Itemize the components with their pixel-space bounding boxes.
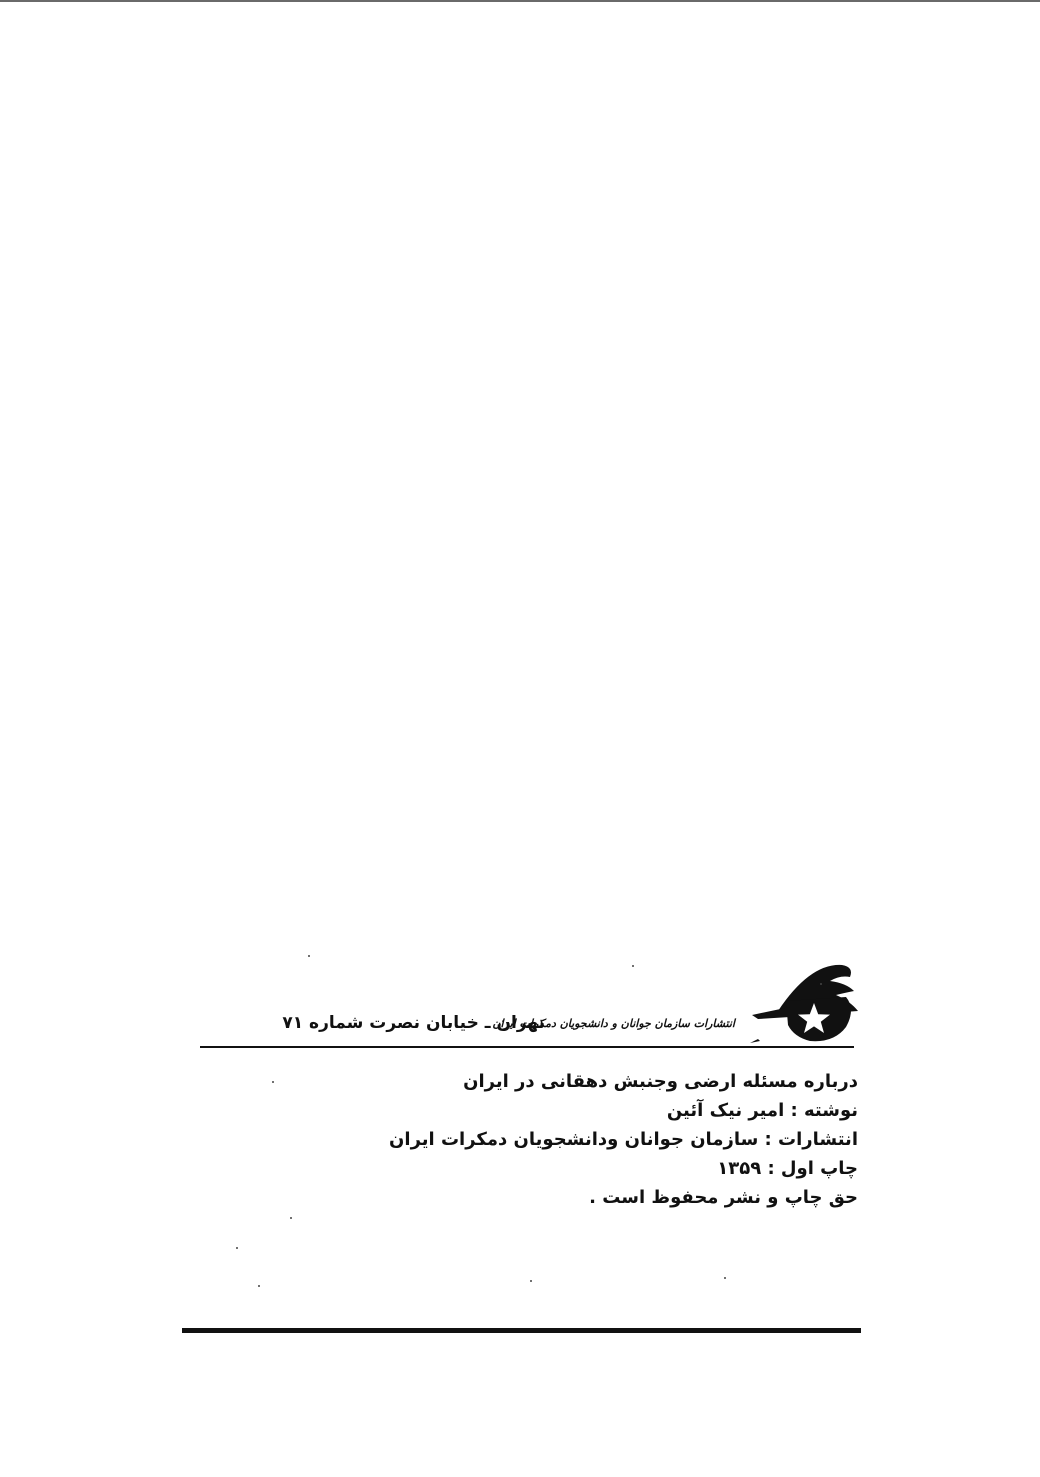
- author-line: نوشته : امیر نیک آئین: [666, 1100, 858, 1121]
- publisher-caption: انتشارات سازمان جوانان و دانشجویان دمکرات ایران: [492, 1017, 735, 1030]
- publisher-line: انتشارات : سازمان جوانان ودانشجویان دمکرات ایران: [389, 1129, 858, 1150]
- scan-speck: [272, 1081, 274, 1083]
- scan-speck: [530, 1280, 532, 1282]
- scan-speck: [236, 1247, 238, 1249]
- book-title: درباره مسئله ارضی وجنبش دهقانی در ایران: [463, 1071, 858, 1092]
- edition-line: چاپ اول : ۱۳۵۹: [717, 1158, 858, 1179]
- publisher-address: تهران ـ خیابان نصرت شماره ۷۱: [282, 1013, 545, 1033]
- scan-speck: [724, 1277, 726, 1279]
- scan-speck: [308, 955, 310, 957]
- scan-speck: [632, 965, 634, 967]
- top-border: [0, 0, 1040, 2]
- scan-speck: [820, 983, 822, 985]
- scan-speck: [258, 1285, 260, 1287]
- scan-speck: [290, 1217, 292, 1219]
- book-details: [200, 1067, 858, 1212]
- rights-line: حق چاپ و نشر محفوظ است .: [589, 1187, 858, 1208]
- star-wing-logo-icon: [750, 955, 861, 1045]
- publisher-logo: [750, 955, 861, 1045]
- footer-divider: [182, 1328, 861, 1333]
- colophon-block: [180, 955, 861, 1340]
- header-divider: [200, 1046, 854, 1048]
